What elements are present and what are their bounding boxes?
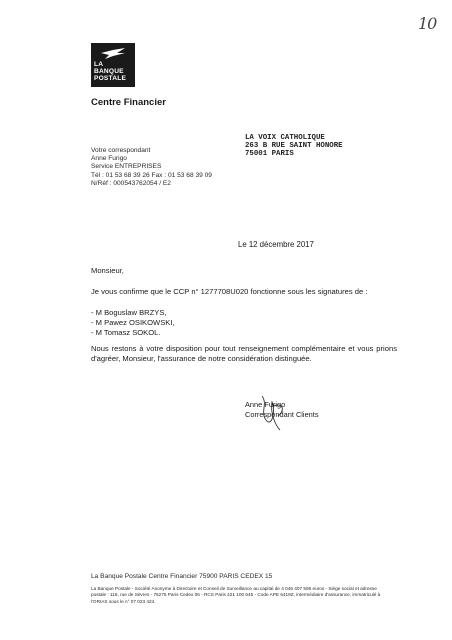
list-item: - M Pawez OSIKOWSKI, — [91, 318, 175, 327]
signer-title: Correspondant Clients — [245, 410, 319, 419]
salutation: Monsieur, — [91, 266, 124, 275]
logo-text — [94, 61, 134, 83]
signer-name: Anne Furigo — [245, 400, 286, 409]
logo-line: LA — [94, 61, 104, 68]
signatories-list — [91, 308, 175, 338]
recipient-line: LA VOIX CATHOLIQUE — [245, 134, 325, 142]
correspondent-reference: N/Réf : 000543762054 / E2 — [91, 179, 171, 187]
legal-notice: La Banque Postale - Société Anonyme à Directoire et Conseil de Surveillance au capital de 4 046 407 595 euros - Siège social et adresse postale : 115, rue de Sèvres - 75275 Paris Cedex 06 - RCS Paris 421 100 645 - Code APE 6419Z, intermédiaire d'assurance, immatriculé à l'ORIAS sous le n° 07 023 424. — [91, 586, 381, 604]
list-item: - M Boguslaw BRZYS, — [91, 308, 167, 317]
correspondent-block — [91, 147, 212, 188]
department-heading: Centre Financier — [91, 97, 166, 108]
bank-logo — [91, 43, 135, 87]
correspondent-label: Votre correspondant — [91, 147, 151, 154]
signer-block — [245, 400, 319, 420]
recipient-line: 263 B RUE SAINT HONORE — [245, 142, 343, 151]
recipient-address — [245, 134, 343, 159]
correspondent-phone: Tél : 01 53 68 39 26 Fax : 01 53 68 39 09 — [91, 171, 212, 179]
page-number: 10 — [418, 14, 437, 33]
list-item: - M Tomasz SOKOL. — [91, 328, 161, 337]
bird-logo-icon — [99, 47, 127, 61]
logo-line: POSTALE — [94, 75, 127, 83]
closing-paragraph: Nous restons à votre disposition pour tout renseignement complémentaire et vous prions d'agréer, Monsieur, l'assurance de notre considération distinguée. — [91, 344, 397, 363]
letter-date: Le 12 décembre 2017 — [238, 240, 314, 249]
footer-address: La Banque Postale Centre Financier 75900 PARIS CEDEX 15 — [91, 573, 273, 580]
correspondent-service: Service ENTREPRISES — [91, 163, 162, 171]
intro-paragraph: Je vous confirme que le CCP n° 1277708U020 fonctionne sous les signatures de : — [91, 287, 368, 296]
logo-line: BANQUE — [94, 68, 124, 76]
correspondent-name: Anne Furigo — [91, 155, 127, 163]
recipient-line: 75001 PARIS — [245, 150, 294, 159]
